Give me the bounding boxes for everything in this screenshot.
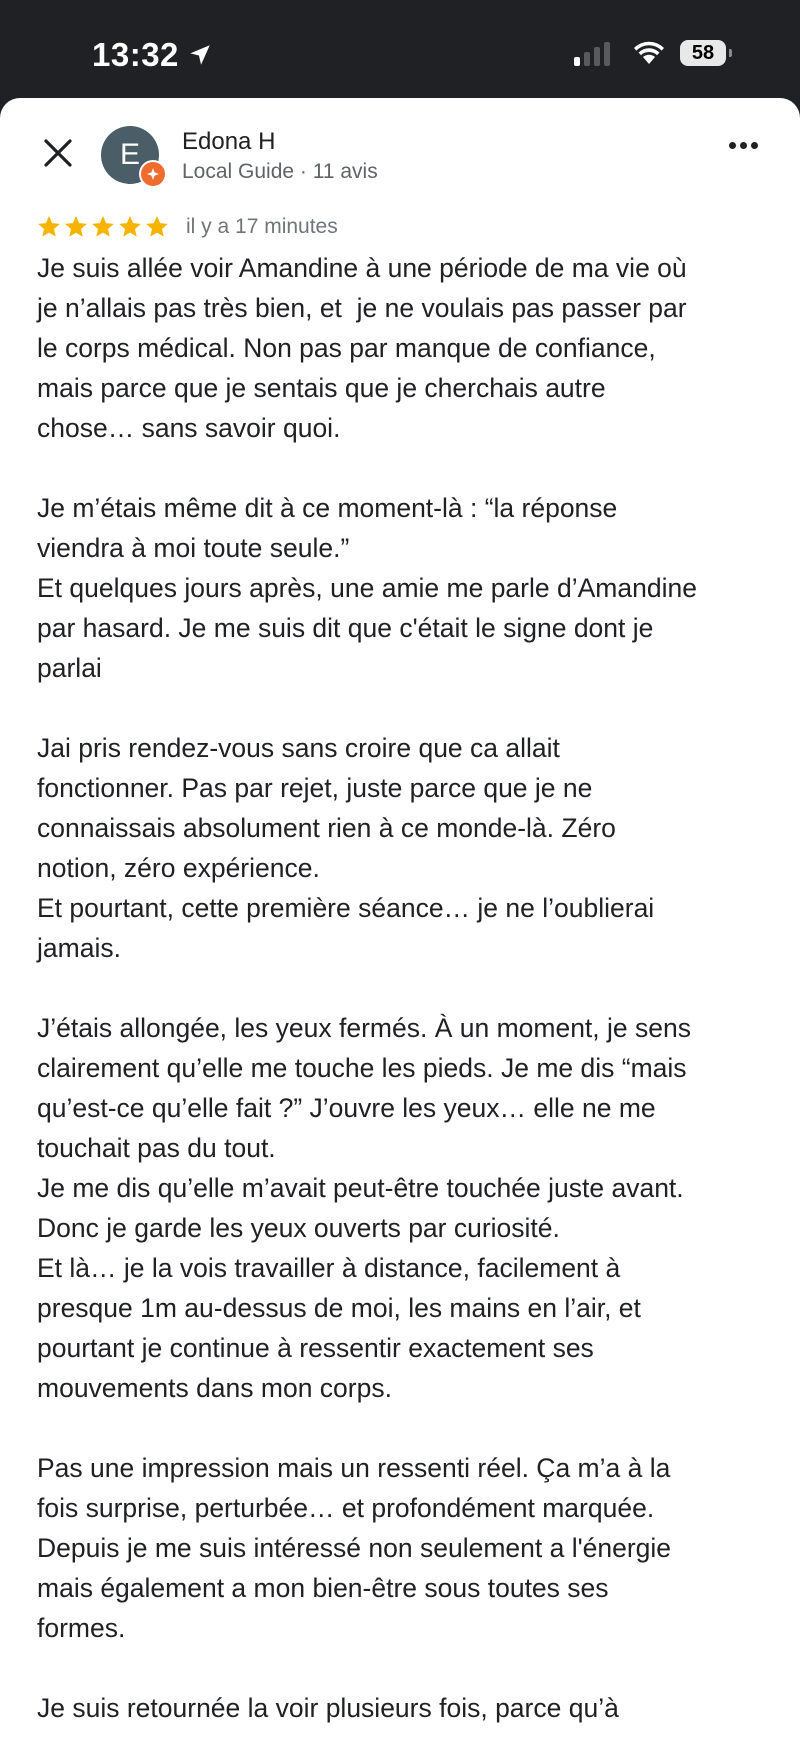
local-guide-badge-icon (139, 160, 167, 188)
avatar-initial: E (119, 138, 140, 171)
star-icon (90, 214, 116, 240)
review-sheet (0, 98, 800, 1738)
more-dot (729, 142, 736, 149)
more-dot (751, 142, 758, 149)
more-dot (740, 142, 747, 149)
star-icon (36, 214, 62, 240)
battery-nub (729, 49, 732, 57)
star-rating (36, 214, 171, 240)
author-name[interactable]: Edona H (182, 128, 276, 155)
close-icon (43, 138, 73, 168)
close-button[interactable] (38, 133, 78, 173)
review-time: il y a 17 minutes (186, 215, 338, 238)
more-options-button[interactable] (727, 142, 760, 149)
battery-indicator (680, 40, 726, 66)
avatar[interactable] (101, 126, 159, 184)
battery-level: 58 (691, 41, 715, 64)
rating-row (36, 214, 338, 240)
review-text: Je suis allée voir Amandine à une période de ma vie où je n’allais pas très bien, et je ne voulais pas passer par le corps médical. Non pas par manque de confiance, mais parce que je sentais que je cherchais autre chose… sans savoir quoi. Je m’étais même dit à ce moment-là : “la réponse viendra à moi toute seule.” Et quelques jours après, une amie me parle d’Amandine par hasard. Je me suis dit que c'était le signe dont je parlai Jai pris rendez-vous sans croire que ca allait fonctionner. Pas par rejet, juste parce que je ne connaissais absolument rien à ce monde-là. Zéro notion, zéro expérience. Et pourtant, cette première séance… je ne l’oublierai jamais. J’étais allongée, les yeux fermés. À un moment, je sens clairement qu’elle me touche les pieds. Je me dis “mais qu’est-ce qu’elle fait ?” J’ouvre les yeux… elle ne me touchait pas du tout. Je me dis qu’elle m’avait peut-être touchée juste avant. Donc je garde les yeux ouverts par curiosité. Et là… je la vois travailler à distance, facilement à presque 1m au-dessus de moi, les mains en l’air, et pourtant je continue à ressentir exactement ses mouvements dans mon corps. Pas une impression mais un ressenti réel. Ça m’a à la fois surprise, perturbée… et profondément marquée. Depuis je me suis intéressé non seulement a l'énergie mais également a mon bien-être sous toutes ses formes. Je suis retournée la voir plusieurs fois, parce qu’à (37, 253, 697, 1723)
author-meta: Local Guide · 11 avis (182, 160, 378, 183)
status-bar (0, 0, 800, 98)
status-indicators (574, 40, 726, 66)
status-time: 13:32 (92, 36, 179, 73)
location-arrow-icon (187, 42, 213, 68)
star-icon (117, 214, 143, 240)
cellular-signal-icon (574, 40, 614, 66)
star-icon (144, 214, 170, 240)
status-time-group (92, 36, 213, 74)
wifi-icon (632, 40, 666, 66)
star-icon (63, 214, 89, 240)
